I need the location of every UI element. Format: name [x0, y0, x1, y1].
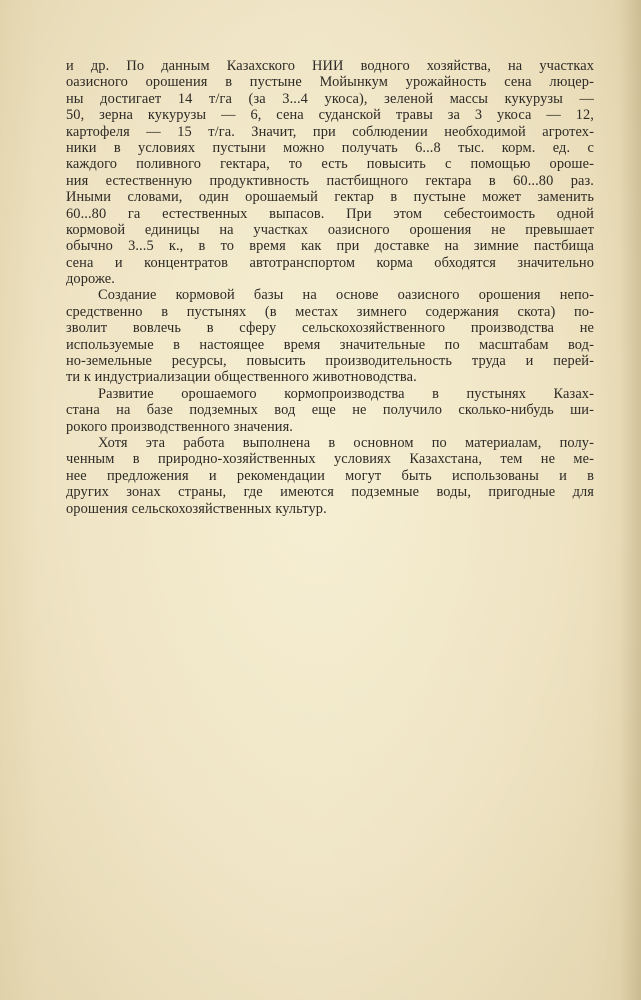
text-line: ны достигает 14 т/га (за 3...4 укоса), зеленой массы кукурузы —	[66, 90, 594, 107]
text-line: Хотя эта работа выполнена в основном по материалам, полу-	[98, 434, 594, 451]
text-line: ти к индустриализации общественного животноводства.	[66, 369, 417, 386]
text-line: других зонах страны, где имеются подземные воды, пригодные для	[66, 484, 594, 501]
text-line: используемые в настоящее время значительные по масштабам вод-	[66, 336, 594, 353]
text-line: каждого поливного гектара, то есть повысить с помощью ороше-	[66, 156, 594, 173]
text-line: Развитие орошаемого кормопроизводства в пустынях Казах-	[98, 385, 594, 402]
text-line: Создание кормовой базы на основе оазисного орошения непо-	[98, 287, 594, 304]
text-line: ния естественную продуктивность пастбищного гектара в 60...80 раз.	[66, 172, 594, 189]
text-line: нее предложения и рекомендации могут быть использованы и в	[66, 467, 594, 484]
text-line: Иными словами, один орошаемый гектар в пустыне может заменить	[66, 189, 594, 206]
text-line: зволит вовлечь в сферу сельскохозяйственного производства не	[66, 320, 594, 337]
text-line: рокого производственного значения.	[66, 418, 294, 435]
text-line: орошения сельскохозяйственных культур.	[66, 500, 327, 517]
text-line: ченным в природно-хозяйственных условиях Казахстана, тем не ме-	[66, 451, 594, 468]
text-line: дороже.	[66, 271, 115, 288]
text-line: оазисного орошения в пустыне Мойынкум урожайность сена люцер-	[66, 74, 594, 91]
paragraph-2	[66, 287, 594, 385]
text-line: 50, зерна кукурузы — 6, сена суданской травы за 3 укоса — 12,	[66, 107, 594, 124]
text-line: картофеля — 15 т/га. Значит, при соблюдении необходимой агротех-	[66, 123, 594, 140]
text-line: стана на базе подземных вод еще не получило сколько-нибудь ши-	[66, 402, 594, 419]
text-line: обычно 3...5 к., в то время как при доставке на зимние пастбища	[66, 238, 594, 255]
text-line: и др. По данным Казахского НИИ водного хозяйства, на участках	[66, 58, 594, 74]
text-line: средственно в пустынях (в местах зимнего содержания скота) по-	[66, 303, 594, 320]
text-line: сена и концентратов автотранспортом корма обходятся значительно	[66, 254, 594, 271]
page-text	[66, 58, 594, 517]
paragraph-4	[66, 435, 594, 517]
text-line: ники в условиях пустыни можно получать 6...8 тыс. корм. ед. с	[66, 139, 594, 156]
paragraph-1	[66, 58, 594, 287]
text-line: кормовой единицы на участках оазисного орошения не превышает	[66, 221, 594, 238]
text-line: но-земельные ресурсы, повысить производительность труда и перей-	[66, 353, 594, 370]
paragraph-3	[66, 386, 594, 435]
text-line: 60...80 га естественных выпасов. При этом себестоимость одной	[66, 205, 594, 222]
